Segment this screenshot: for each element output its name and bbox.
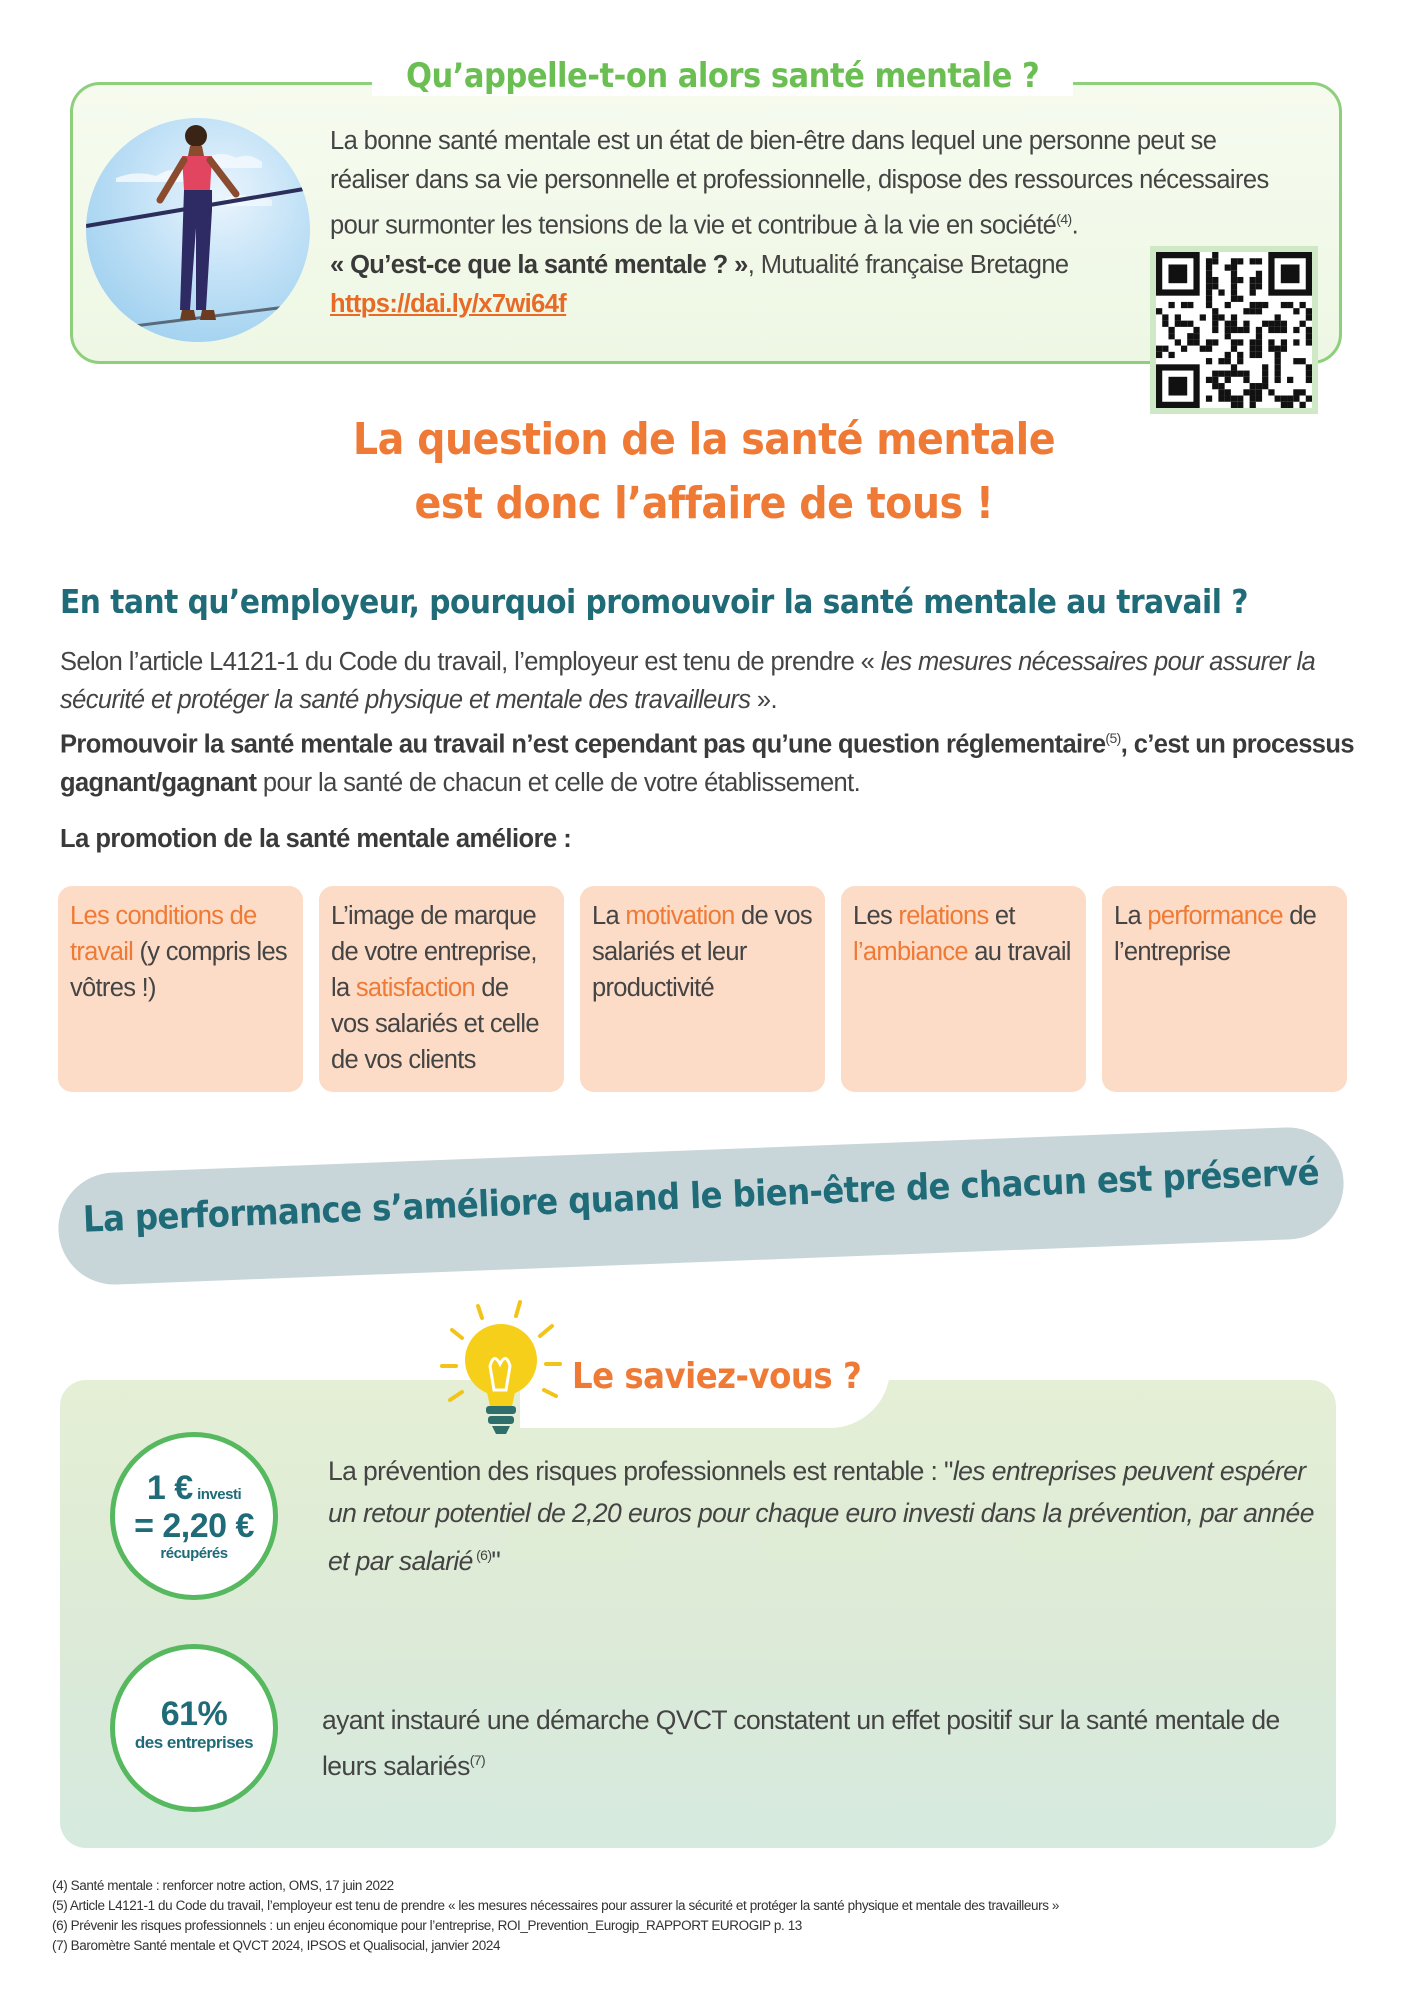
footnote-ref: (5): [1105, 730, 1121, 746]
qvct-statement: ayant instauré une démarche QVCT constatent un effet positif sur la santé mentale de leurs salariés: [322, 1705, 1280, 1781]
card-text: (y compris les vôtres !): [70, 938, 287, 1002]
win-win-rest: pour la santé de chacun et celle de votre établissement.: [256, 768, 861, 797]
card-highlight: satisfaction: [355, 974, 476, 1002]
tightrope-walker-icon: [86, 118, 310, 342]
performance-banner-text: La performance s’améliore quand le bien-être de chacun est préservé: [82, 1152, 1320, 1241]
card-highlight: l’ambiance: [853, 938, 968, 966]
stat-percent-value: 61%: [160, 1695, 228, 1733]
benefit-card: [841, 886, 1086, 1092]
card-highlight: Les conditions de travail: [70, 902, 257, 966]
main-headline: [0, 408, 1408, 536]
footnote-4: (4) Santé mentale : renforcer notre action, OMS, 17 juin 2022: [52, 1878, 394, 1893]
promotion-label: La promotion de la santé mentale améliore :: [60, 825, 572, 853]
definition-paragraph: La bonne santé mentale est un état de bien-être dans lequel une personne peut se réaliser dans sa vie personnelle et professionnelle, dispose des ressources nécessaires pour surmonter les tensions de la vie et contribue à la vie en société: [330, 127, 1269, 240]
stat-percent-label: des entreprises: [134, 1733, 254, 1752]
video-link[interactable]: https://dai.ly/x7wi64f: [330, 289, 567, 318]
promote-statement: Promouvoir la santé mentale au travail n’est cependant pas qu’une question réglementaire: [60, 730, 1106, 759]
stat-recovered-label: récupérés: [160, 1545, 228, 1562]
tightrope-walker-illustration: [86, 118, 310, 342]
card-text: de vos salariés et celle de vos clients: [331, 974, 539, 1074]
lightbulb-icon: [432, 1296, 570, 1438]
roi-quote: les entreprises peuvent espérer un retour potentiel de 2,20 euros pour chaque euro investi dans la prévention, par année et par salarié: [328, 1456, 1314, 1576]
footnote-7: (7) Baromètre Santé mentale et QVCT 2024, IPSOS et Qualisocial, janvier 2024: [52, 1938, 501, 1953]
did-you-know-title: Le saviez-vous ?: [572, 1356, 862, 1397]
employer-section-text: [60, 643, 1360, 802]
card-text: L’image de marque de votre entreprise, la: [331, 902, 537, 1002]
benefit-card: [1102, 886, 1347, 1092]
employer-section-title: En tant qu’employeur, pourquoi promouvoir la santé mentale au travail ?: [60, 582, 1248, 621]
card-text: de l’entreprise: [1114, 902, 1317, 966]
card-highlight: performance: [1147, 902, 1283, 930]
footnote-ref: (4): [1056, 211, 1072, 227]
qvct-stat-circle: [110, 1644, 278, 1812]
roi-quote-end: ": [491, 1545, 501, 1576]
card-text: de vos salariés et leur productivité: [592, 902, 812, 1002]
roi-stat-text: [328, 1450, 1318, 1582]
card-highlight: relations: [898, 902, 989, 930]
definition-paragraph-end: .: [1071, 211, 1079, 240]
footnote-5: (5) Article L4121-1 du Code du travail, l’employeur est tenu de prendre « les mesures nécessaires pour assurer la sécurité et protéger la santé physique et mentale des travailleurs »: [52, 1898, 1060, 1913]
card-text: Les: [853, 902, 899, 930]
stat-recovered-value: = 2,20 €: [134, 1507, 254, 1545]
qr-code: [1150, 246, 1318, 414]
stat-invested-label: investi: [197, 1486, 242, 1503]
source-title: « Qu’est-ce que la santé mentale ? »: [330, 250, 748, 279]
card-highlight: motivation: [625, 902, 735, 930]
headline-line-1: La question de la santé mentale: [352, 414, 1056, 465]
article-quote-end: ».: [750, 686, 777, 714]
roi-stat-circle: [110, 1432, 278, 1600]
benefit-card: [58, 886, 303, 1092]
headline-line-2: est donc l’affaire de tous !: [414, 478, 994, 529]
footnote-ref: (7): [469, 1752, 486, 1768]
roi-intro: La prévention des risques professionnels est rentable : ": [328, 1456, 953, 1486]
stat-invested-value: 1 €: [146, 1469, 193, 1507]
benefit-card: [319, 886, 564, 1092]
card-text: La: [592, 902, 626, 930]
card-text: et: [988, 902, 1015, 930]
qvct-stat-text: [322, 1700, 1312, 1786]
source-publisher: , Mutualité française Bretagne: [747, 250, 1069, 279]
qr-code-icon: [1156, 252, 1312, 408]
footnotes: [52, 1876, 1382, 1956]
definition-title: Qu’appelle-t-on alors santé mentale ?: [372, 56, 1073, 96]
win-win-statement: , c’est un processus gagnant/gagnant: [60, 730, 1354, 797]
definition-text: [330, 122, 1290, 324]
benefit-card: [580, 886, 825, 1092]
card-text: La: [1114, 902, 1148, 930]
footnote-6: (6) Prévenir les risques professionnels : un enjeu économique pour l’entreprise, ROI_Prevention_Eurogip_RAPPORT EUROGIP p. 13: [52, 1918, 802, 1933]
card-text: au travail: [967, 938, 1071, 966]
article-quote: les mesures nécessaires pour assurer la sécurité et protéger la santé physique et mentale des travailleurs: [60, 648, 1316, 714]
footnote-ref: (6): [472, 1547, 492, 1563]
article-intro: Selon l’article L4121-1 du Code du travail, l’employeur est tenu de prendre «: [60, 648, 881, 676]
